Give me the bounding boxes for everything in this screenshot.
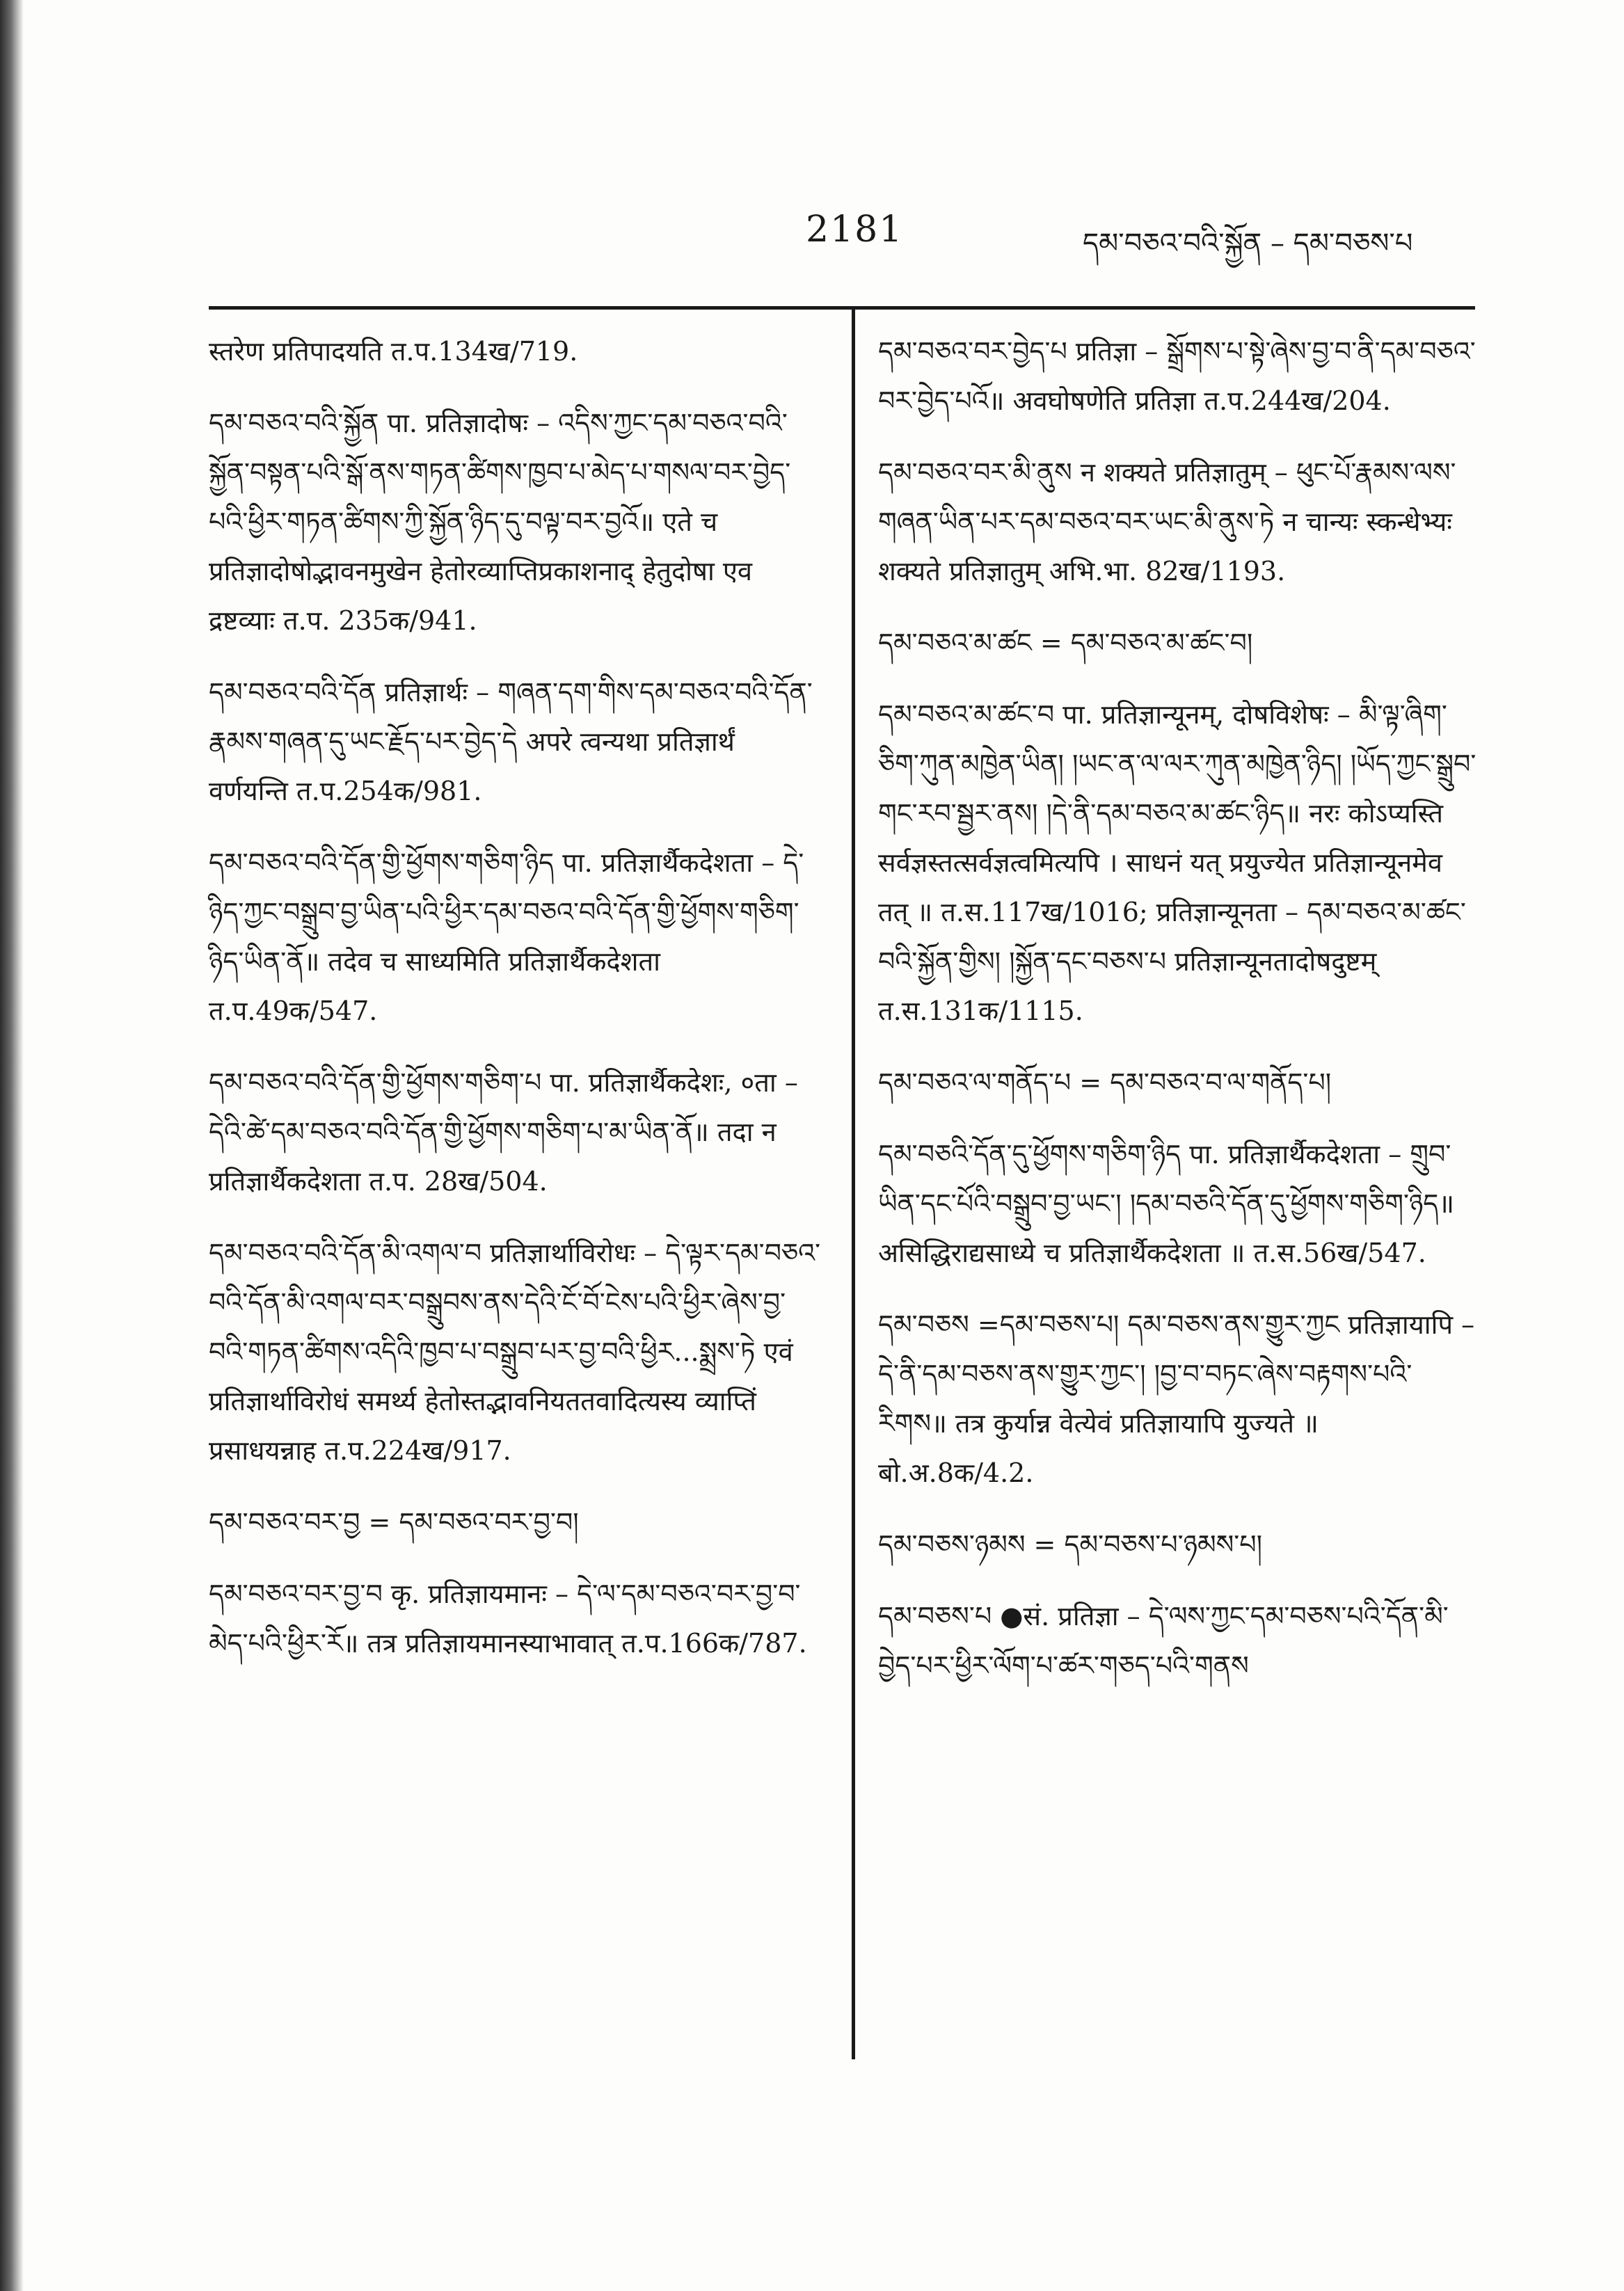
dictionary-entry: དམ་བཅའ་མ་ཚང་བ पा. प्रतिज्ञान्यूनम्, दोषविशेषः – མི་ལྟ་ཞིག་ཅིག་ཀུན་མཁྱེན་ཡིན། །ཡང་ན་ལ་ལར་ཀུན་མཁྱེན་ཉིད། །ཡོད་ཀྱང་སྒྲུབ་གང་རབ་སྦྱར་ནས། །དེ་ནི་དམ་བཅའ་མ་ཚང་ཉིད॥ नरः कोऽप्यस्ति सर्वज्ञस्तत्सर्वज्ञत्वमित्यपि । साधनं यत् प्रयुज्येत प्रतिज्ञान्यूनमेव तत् ॥ त.स.117ख/1016; प्रतिज्ञान्यूनता – དམ་བཅའ་མ་ཚང་བའི་སྐྱོན་གྱིས། །སྐྱོན་དང་བཅས་པ प्रतिज्ञान्यूनतादोषदुष्टम् त.स.131क/1115.	[878, 699, 1476, 1026]
dictionary-entry: དམ་བཅས =དམ་བཅས་པ། དམ་བཅས་ནས་གྱུར་ཀྱང प्रतिज्ञायापि – དེ་ནི་དམ་བཅས་ནས་གྱུར་ཀྱང་། །བྱ་བ་བཏང་ཞེས་བརྟགས་པའི་རིགས॥ तत्र कुर्यान्न वेत्येवं प्रतिज्ञायापि युज्यते ॥ बो.अ.8क/4.2.	[878, 1309, 1475, 1488]
dictionary-entry: དམ་བཅའ་བར་མི་ནུས न शक्यते प्रतिज्ञातुम् – ཕུང་པོ་རྣམས་ལས་གཞན་ཡིན་པར་དམ་བཅའ་བར་ཡང་མི་ནུས་ཏེ न चान्यः स्कन्धेभ्यः शक्यते प्रतिज्ञातुम् अभि.भा. 82ख/1193.	[878, 457, 1456, 586]
dictionary-entry: དམ་བཅའ་བར་བྱ = དམ་བཅའ་བར་བྱ་བ།	[209, 1507, 579, 1538]
header-rule	[209, 306, 1475, 310]
dictionary-entry: དམ་བཅའ་ལ་གནོད་པ = དམ་བཅའ་བ་ལ་གནོད་པ།	[878, 1067, 1332, 1098]
dictionary-entry: དམ་བཅའ་བར་བྱེད་པ प्रतिज्ञा – སྒྲོགས་པ་སྟེ་ཞེས་བྱ་བ་ནི་དམ་བཅའ་བར་བྱེད་པའོ॥ अवघोषणेति प्रतिज्ञा त.प.244ख/204.	[878, 336, 1476, 416]
dictionary-entry: དམ་བཅའ་བའི་དོན་མི་འགལ་བ प्रतिज्ञार्थाविरोधः – དེ་ལྟར་དམ་བཅའ་བའི་དོན་མི་འགལ་བར་བསྒྲུབས་ནས་དེའི་ངོ་བོ་ངེས་པའི་ཕྱིར་ཞེས་བྱ་བའི་གཏན་ཚིགས་འདིའི་ཁྱབ་པ་བསྒྲུབ་པར་བྱ་བའི་ཕྱིར...སྨྲས་ཏེ एवं प्रतिज्ञार्थाविरोधं समर्थ्य हेतोस्तद्भावनियततवादित्यस्य व्याप्तिं प्रसाधयन्नाह त.प.224ख/917.	[209, 1238, 821, 1466]
dictionary-entry: स्तरेण प्रतिपादयति त.प.134ख/719.	[209, 336, 578, 367]
scan-edge-shadow	[0, 0, 24, 2291]
dictionary-entry: དམ་བཅའ་བའི་དོན प्रतिज्ञार्थः – གཞན་དག་གིས་དམ་བཅའ་བའི་དོན་རྣམས་གཞན་དུ་ཡང་རྗོད་པར་བྱེད་དེ अपरे त्वन्यथा प्रतिज्ञार्थं वर्णयन्ति त.प.254क/981.	[209, 677, 813, 806]
page-number: 2181	[806, 209, 904, 250]
left-column	[209, 327, 821, 1691]
dictionary-entry: དམ་བཅའ་བའི་དོན་གྱི་ཕྱོགས་གཅིག་པ पा. प्रतिज्ञार्थैकदेशः, ०ता – དེའི་ཚེ་དམ་བཅའ་བའི་དོན་གྱི་ཕྱོགས་གཅིག་པ་མ་ཡིན་ནོ॥ तदा न प्रतिज्ञार्थैकदेशता त.प. 28ख/504.	[209, 1067, 798, 1197]
running-head: དམ་བཅའ་བའི་སྐྱོན – དམ་བཅས་པ	[1083, 227, 1413, 260]
right-column	[878, 327, 1476, 1713]
dictionary-entry: དམ་བཅའ་བར་བྱ་བ कृ. प्रतिज्ञायमानः – དེ་ལ་དམ་བཅའ་བར་བྱ་བ་མེད་པའི་ཕྱིར་རོ॥ तत्र प्रतिज्ञायमानस्याभावात् त.प.166क/787.	[209, 1579, 807, 1659]
dictionary-entry: དམ་བཅས་ཉམས = དམ་བཅས་པ་ཉམས་པ།	[878, 1529, 1263, 1560]
dictionary-entry: དམ་བཅའི་དོན་དུ་ཕྱོགས་གཅིག་ཉིད पा. प्रतिज्ञार्थैकदेशता – གྲུབ་ཡིན་དང་པོའི་བསྒྲུབ་བྱ་ཡང་། །དམ་བཅའི་དོན་དུ་ཕྱོགས་གཅིག་ཉིད॥ असिद्धिराद्यसाध्ये च प्रतिज्ञार्थैकदेशता ॥ त.स.56ख/547.	[878, 1139, 1455, 1268]
dictionary-entry: དམ་བཅས་པ ●सं. प्रतिज्ञा – དེ་ལས་ཀྱང་དམ་བཅས་པའི་དོན་མི་བྱེད་པར་ཕྱིར་ལོག་པ་ཚར་གཅད་པའི་གནས	[878, 1601, 1449, 1681]
column-divider	[852, 306, 855, 2059]
dictionary-entry: དམ་བཅའ་བའི་དོན་གྱི་ཕྱོགས་གཅིག་ཉིད पा. प्रतिज्ञार्थैकदेशता – དེ་ཉིད་ཀྱང་བསྒྲུབ་བྱ་ཡིན་པའི་ཕྱིར་དམ་བཅའ་བའི་དོན་གྱི་ཕྱོགས་གཅིག་ཉིད་ཡིན་ནོ॥ तदेव च साध्यमिति प्रतिज्ञार्थैकदेशता त.प.49क/547.	[209, 847, 804, 1026]
dictionary-entry: དམ་བཅའ་མ་ཚང = དམ་བཅའ་མ་ཚང་བ།	[878, 628, 1253, 658]
dictionary-entry: དམ་བཅའ་བའི་སྐྱོན पा. प्रतिज्ञादोषः – འདིས་ཀྱང་དམ་བཅའ་བའི་སྐྱོན་བསྟན་པའི་སྒོ་ནས་གཏན་ཚིགས་ཁྱབ་པ་མེད་པ་གསལ་བར་བྱེད་པའི་ཕྱིར་གཏན་ཚིགས་ཀྱི་སྐྱོན་ཉིད་དུ་བལྟ་བར་བྱའོ॥ एते च प्रतिज्ञादोषोद्भावनमुखेन हेतोरव्याप्तिप्रकाशनाद् हेतुदोषा एव द्रष्टव्याः त.प. 235क/941.	[209, 408, 791, 636]
